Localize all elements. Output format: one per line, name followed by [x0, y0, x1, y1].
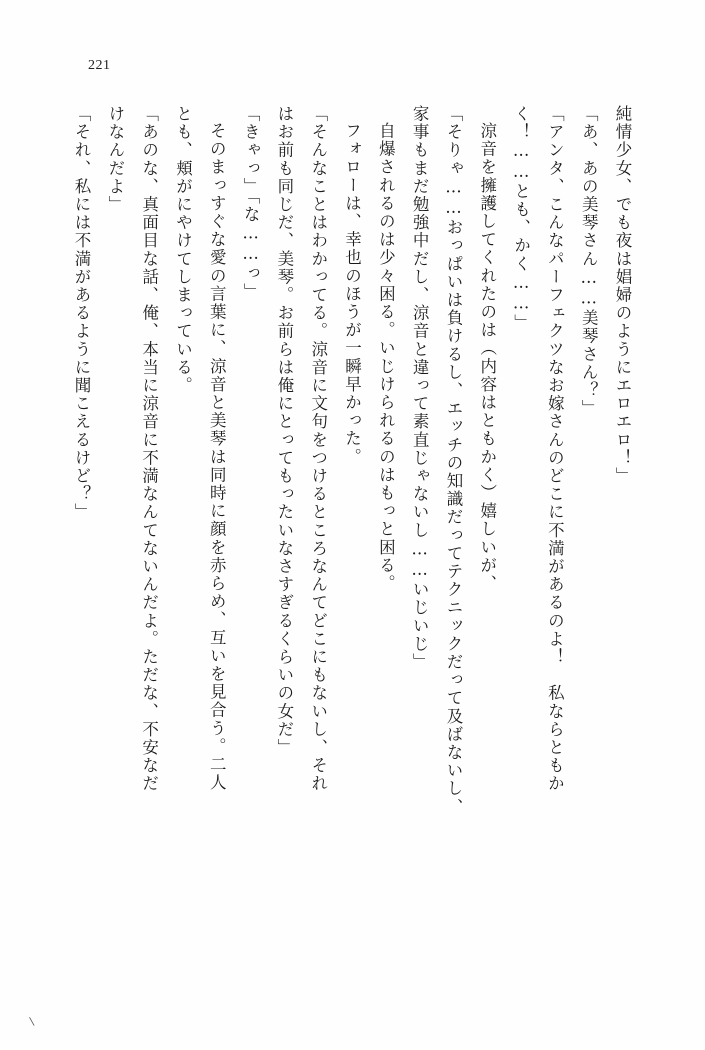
- paragraph-line: 自爆されるのは少々困る。いじけられるのはもっと困る。: [376, 122, 396, 593]
- paragraph-line: 「それ、私には不満があるように聞こえるけど？」: [72, 105, 91, 522]
- paragraph-line: 「あのな、真面目な話、俺、本当に涼音に不満なんてないんだよ。ただな、不安なだ: [139, 105, 159, 793]
- paragraph-line: 家事もまだ勉強中だし、涼音と違って素直じゃないし……いじいじ」: [410, 105, 430, 672]
- paragraph-line: そのまっすぐな愛の言葉に、涼音と美琴は同時に顔を赤らめ、互いを見合う。二人: [207, 122, 227, 792]
- paragraph-line: フォローは、幸也のほうが一瞬早かった。: [342, 122, 362, 466]
- paragraph-line: けなんだよ」: [105, 105, 125, 214]
- paragraph-line: 涼音を擁護してくれたのは（内容はともかく）嬉しいが、: [477, 122, 497, 593]
- paragraph-line: 「そりゃ……おっぱいは負けるし、エッチの知識だってテクニックだって及ばないし、: [443, 105, 463, 816]
- paragraph-line: 「きゃっ」「な……っ」: [241, 105, 261, 301]
- paragraph-line: 「そんなことはわかってる。涼音に文句をつけるところなんてどこにもないし、それ: [308, 105, 328, 793]
- paragraph-line: はお前も同じだ、美琴。お前らは俺にとってもったいなさすぎるくらいの女だ」: [274, 105, 294, 757]
- paragraph-line: 「あ、あの美琴さん……美琴さん？」: [579, 105, 599, 418]
- paragraph-line: とも、頬がにやけてしまっている。: [173, 105, 193, 395]
- page-footer-mark: \: [28, 1014, 36, 1029]
- page-number: 221: [88, 58, 111, 73]
- paragraph-line: 純情少女、でも夜は娼婦のようにエロエロ！」: [613, 105, 632, 486]
- paragraph-line: 「アンタ、こんなパーフェクツなお嫁さんのどこに不満があるのよ！ 私ならともか: [545, 105, 565, 793]
- paragraph-line: く！……とも、かく……」: [511, 105, 531, 333]
- page-text-body: [72, 105, 639, 895]
